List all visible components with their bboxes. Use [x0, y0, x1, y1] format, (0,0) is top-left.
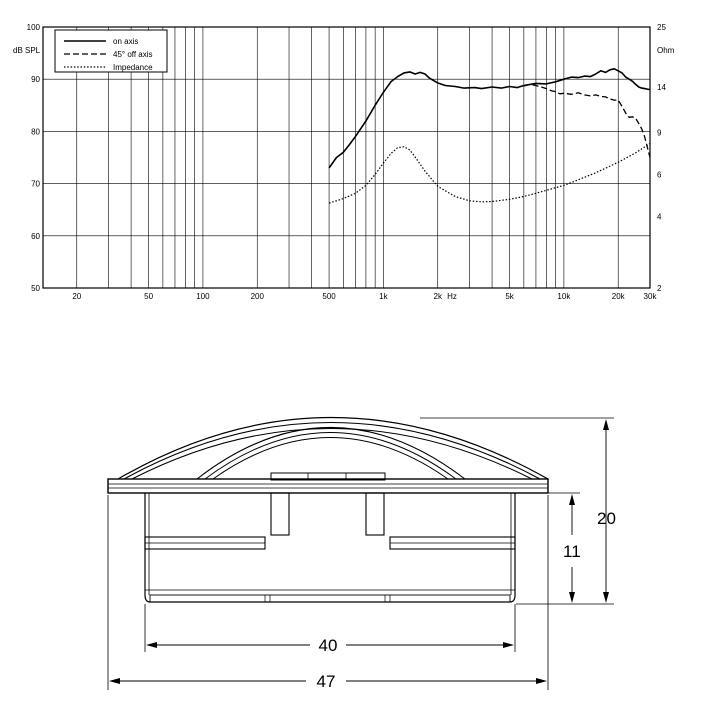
y-left-tick-label: 70: [31, 179, 40, 189]
dim-20-arrow-bottom: [603, 592, 609, 603]
series-line-impedance: [329, 144, 650, 204]
dim-47-arrow-right: [536, 678, 547, 684]
chart-series: [329, 69, 650, 203]
terminal-right: [366, 493, 384, 535]
y-right-tick-label: 25: [657, 23, 666, 32]
dim-11-arrow-top: [569, 494, 575, 505]
dome-inner-arc: [197, 428, 465, 480]
bottom-plate: [150, 595, 510, 602]
y-axis-right-label: Ohm: [657, 46, 675, 55]
legend-label-off-axis: 45° off axis: [113, 50, 153, 59]
y-left-tick-label: 50: [31, 284, 40, 293]
tweeter-dimension-drawing: [108, 418, 614, 691]
dim-label-47: 47: [316, 672, 336, 691]
x-tick-label: 20: [72, 292, 82, 301]
y-left-tick-label: 60: [31, 231, 40, 241]
legend-label-impedance: Impedance: [113, 63, 153, 72]
terminal-left: [271, 493, 289, 535]
chart-legend: [55, 30, 167, 72]
series-line-off-axis: [524, 84, 650, 157]
dome-inner-arc-2: [205, 433, 456, 480]
x-tick-label: 20k: [611, 292, 625, 301]
x-tick-label: 5k: [505, 292, 514, 301]
y-left-tick-label: 80: [31, 127, 40, 137]
y-right-tick-label: 9: [657, 128, 662, 138]
x-tick-label: 200: [250, 292, 264, 301]
x-axis-label: Hz: [447, 292, 457, 301]
y-axis-left-label: dB SPL: [13, 46, 41, 55]
dome-outer-arc-2: [124, 423, 540, 480]
x-tick-label: 500: [322, 292, 336, 301]
x-tick-label: 1k: [379, 292, 388, 301]
y-left-tick-label: 100: [26, 23, 40, 32]
dim-40-arrow-left: [146, 642, 157, 648]
dim-label-40: 40: [318, 636, 338, 655]
x-tick-label: 100: [196, 292, 210, 301]
dim-label-11: 11: [563, 542, 581, 561]
y-right-tick-label: 2: [657, 284, 662, 293]
legend-label-on-axis: on axis: [113, 37, 139, 46]
dim-label-20: 20: [597, 509, 616, 528]
dim-40-arrow-right: [503, 642, 514, 648]
x-tick-label: 10k: [557, 292, 571, 301]
body-outline: [145, 493, 515, 602]
flange: [108, 479, 548, 493]
y-right-tick-label: 4: [657, 212, 662, 222]
dim-11-arrow-bottom: [569, 592, 575, 603]
x-tick-label: 30k: [643, 292, 657, 301]
dim-47-arrow-left: [109, 678, 120, 684]
x-tick-label: 2k: [433, 292, 442, 301]
series-line-on-axis: [329, 69, 650, 168]
x-tick-label: 50: [144, 292, 154, 301]
dome-outer-arc-3: [132, 429, 532, 480]
y-left-tick-label: 90: [31, 75, 40, 85]
dim-20-arrow-top: [603, 419, 609, 430]
y-right-tick-label: 6: [657, 170, 662, 180]
dome-outer-arc: [118, 418, 548, 480]
y-right-tick-label: 14: [657, 82, 666, 92]
